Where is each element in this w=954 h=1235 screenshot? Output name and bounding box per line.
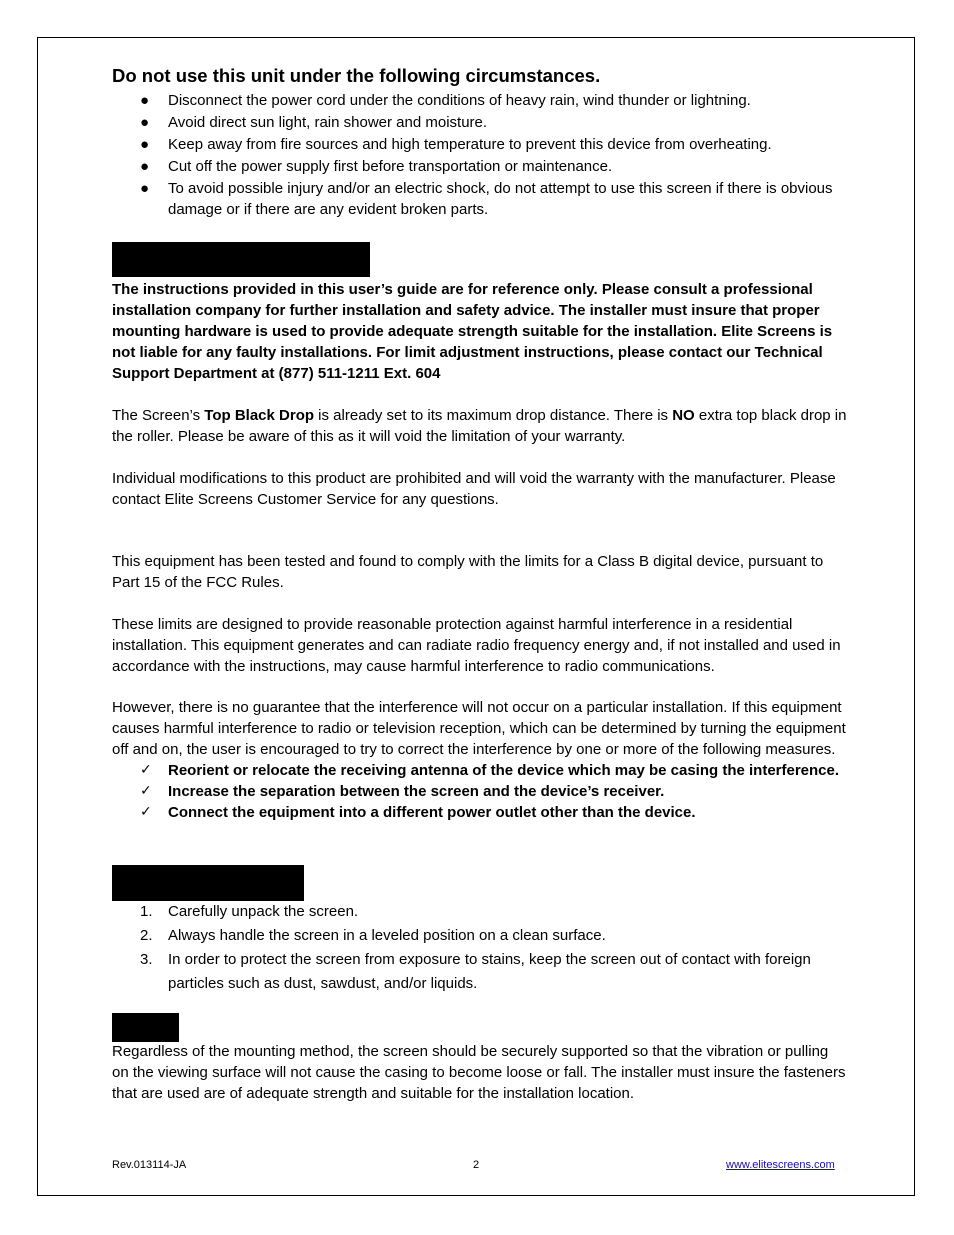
checkmark-icon: ✓ xyxy=(140,783,152,799)
footer-page-number: 2 xyxy=(473,1159,480,1171)
bullet-icon: ● xyxy=(140,136,150,153)
footer-revision: Rev.013114-JA xyxy=(112,1159,187,1171)
fcc-limits-paragraph: These limits are designed to provide reasonable protection against harmful interference in a residential installation. This equipment generates and can radiate radio frequency energy and, if not installed and used in accordance with the instructions, may cause harmful interference to radio communications. xyxy=(112,616,841,675)
disclaimer-paragraph: The instructions provided in this user’s guide are for reference only. Please consult a professional installation company for further installation and safety advice. The installer must insure that proper mounting hardware is used to provide adequate strength suitable for the installation. Elite Screens is not liable for any faulty installations. For limit adjustment instructions, please contact our Technical Support Department at (877) 511-1211 Ext. 604 xyxy=(112,281,833,382)
list-item: ✓ Reorient or relocate the receiving antenna of the device which may be casing the interference. xyxy=(140,762,840,779)
handling-steps-list xyxy=(112,900,847,996)
redacted-heading-bar xyxy=(112,1013,179,1042)
list-item: ● Keep away from fire sources and high temperature to prevent this device from overheating. xyxy=(140,136,772,153)
list-item: ● Avoid direct sun light, rain shower and moisture. xyxy=(140,114,488,131)
list-item: ● Disconnect the power cord under the conditions of heavy rain, wind thunder or lightning. xyxy=(140,92,751,109)
bullet-icon: ● xyxy=(140,92,150,109)
redacted-heading-bar xyxy=(112,865,304,901)
circumstances-heading: Do not use this unit under the following circumstances. xyxy=(112,65,601,86)
top-black-drop-paragraph: The Screen’s Top Black Drop is already set to its maximum drop distance. There is NO extra top black drop in the roller. Please be aware of this as it will void the limitation of your warranty. xyxy=(112,407,847,445)
redacted-heading-bar xyxy=(112,242,370,277)
measures-list xyxy=(112,760,847,823)
list-item: 3. In order to protect the screen from exposure to stains, keep the screen out of contact with foreign particles such as dust, sawdust, and/or liquids. xyxy=(140,951,811,992)
website-link[interactable]: www.elitescreens.com xyxy=(726,1159,835,1171)
fcc-compliance-paragraph: This equipment has been tested and found to comply with the limits for a Class B digital device, pursuant to Part 15 of the FCC Rules. xyxy=(112,553,824,591)
checkmark-icon: ✓ xyxy=(140,804,152,820)
mounting-paragraph: Regardless of the mounting method, the screen should be securely supported so that the vibration or pulling on the viewing surface will not cause the casing to become loose or fall. The installer must insure the fasteners that are used are of adequate strength and suitable for the installation location. xyxy=(112,1043,846,1102)
list-item: ● Cut off the power supply first before transportation or maintenance. xyxy=(140,158,613,175)
bullet-icon: ● xyxy=(140,180,150,197)
list-item: ✓ Increase the separation between the screen and the device’s receiver. xyxy=(140,783,665,800)
bullet-icon: ● xyxy=(140,158,150,175)
list-item: ● To avoid possible injury and/or an electric shock, do not attempt to use this screen if there is obvious damage or if there are any evident broken parts. xyxy=(140,180,833,218)
list-item: ✓ Connect the equipment into a different power outlet other than the device. xyxy=(140,804,696,821)
modifications-paragraph: Individual modifications to this product are prohibited and will void the warranty with the manufacturer. Please contact Elite Screens Customer Service for any questions. xyxy=(112,470,836,508)
list-item: 2. Always handle the screen in a leveled position on a clean surface. xyxy=(140,927,606,944)
checkmark-icon: ✓ xyxy=(140,762,152,778)
fcc-measures-section xyxy=(112,697,847,823)
footer-website xyxy=(726,1158,835,1172)
bullet-icon: ● xyxy=(140,114,150,131)
list-item: 1. Carefully unpack the screen. xyxy=(140,903,359,920)
circumstances-list xyxy=(112,90,847,221)
fcc-interference-paragraph: However, there is no guarantee that the interference will not occur on a particular installation. If this equipment causes harmful interference to radio or television reception, which can be determined by turning the equipment off and on, the user is encouraged to try to correct the interference by one or more of the following measures. xyxy=(112,699,846,758)
